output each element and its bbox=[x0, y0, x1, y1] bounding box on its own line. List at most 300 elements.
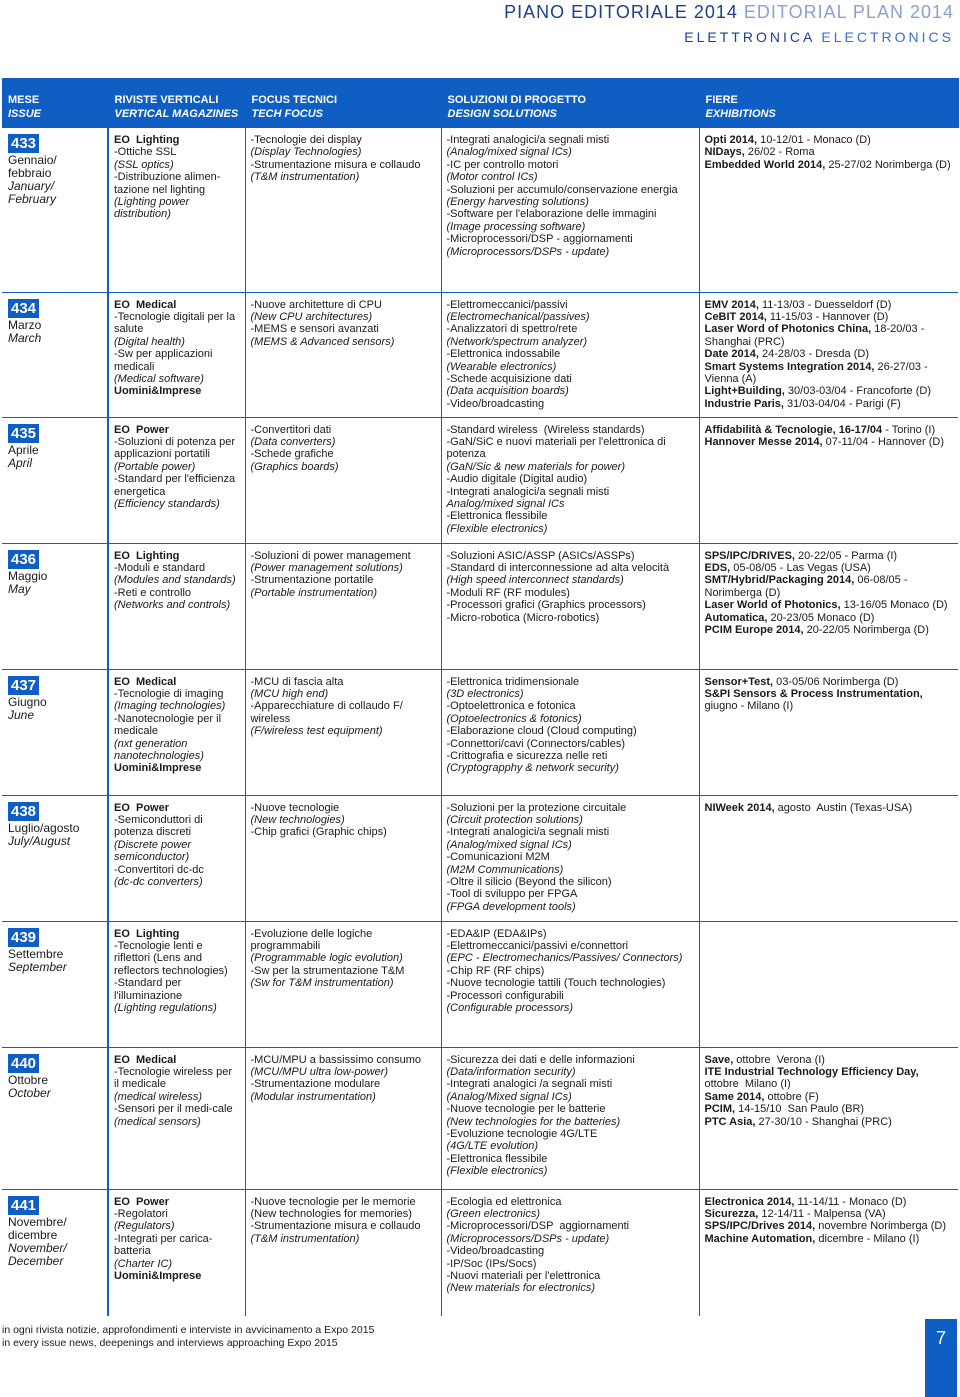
tech-focus-cell bbox=[245, 795, 441, 921]
exhibitions-cell bbox=[699, 417, 958, 543]
design-solutions-cell bbox=[441, 543, 699, 669]
tech-focus-line: -Evoluzione delle logiche programmabili bbox=[250, 927, 376, 952]
vertical-magazines-line: (Charter IC) bbox=[114, 1257, 173, 1270]
tech-focus-line: (Sw for T&M instrumentation) bbox=[250, 977, 394, 990]
design-solutions-cell bbox=[441, 669, 699, 795]
exhibition-name: Affidabilità & Tecnologie, 16-17/04 bbox=[704, 423, 883, 436]
exhibition-entry bbox=[705, 1054, 954, 1066]
design-solutions-line: -IC per controllo motori bbox=[446, 158, 559, 171]
vertical-magazines-line: (Regulators) bbox=[114, 1220, 175, 1233]
column-header-focus bbox=[245, 78, 441, 128]
month-en: September bbox=[8, 959, 67, 974]
table-row bbox=[2, 1047, 958, 1189]
vertical-magazines-line: EO Power bbox=[114, 1195, 170, 1208]
vertical-magazines-line: -Semiconduttori di potenza discreti bbox=[114, 813, 206, 839]
design-solutions-line: -Connettori/cavi (Connectors/cables) bbox=[446, 737, 626, 750]
tech-focus-line: -Strumentazione portatile bbox=[250, 574, 374, 587]
design-solutions-line: (3D electronics) bbox=[446, 687, 524, 700]
tech-focus-cell bbox=[245, 1189, 441, 1316]
tech-focus-line: -MEMS e sensori avanzati bbox=[250, 323, 379, 336]
table-header-row bbox=[2, 78, 958, 128]
design-solutions-line: -Soluzioni ASIC/ASSP (ASICs/ASSPs) bbox=[446, 549, 635, 562]
issue-cell bbox=[2, 417, 108, 543]
exhibition-entry bbox=[705, 612, 954, 624]
exhibition-entry bbox=[705, 311, 954, 323]
exhibition-entry bbox=[705, 1208, 954, 1220]
tech-focus-cell bbox=[245, 128, 441, 292]
exhibition-name: EMV 2014, bbox=[704, 298, 759, 311]
month-en: June bbox=[8, 707, 35, 722]
design-solutions-line: -Integrati analogici/a segnali misti bbox=[446, 826, 610, 839]
exhibition-name: Smart Systems Integration 2014, bbox=[704, 360, 875, 373]
exhibition-entry bbox=[705, 398, 954, 410]
tech-focus-line: (New CPU architectures) bbox=[250, 310, 373, 323]
exhibition-entry bbox=[705, 676, 954, 688]
exhibition-details: 26-27/03 - Vienna (A) bbox=[704, 360, 931, 385]
exhibition-name: S&PI Sensors & Process Instrumentation, bbox=[704, 687, 923, 700]
vertical-magazines-cell bbox=[108, 1047, 245, 1189]
design-solutions-line: (M2M Communications) bbox=[446, 863, 564, 876]
vertical-magazines-line: EO Medical bbox=[114, 298, 177, 311]
table-body bbox=[2, 128, 958, 1316]
exhibition-details: 06-08/05 - Norimberga (D) bbox=[704, 574, 911, 599]
vertical-magazines-line: Uomini&Imprese bbox=[114, 1269, 202, 1282]
column-header-vertical bbox=[108, 78, 245, 128]
month-en: January/ February bbox=[8, 179, 57, 206]
exhibitions-cell bbox=[699, 1189, 958, 1316]
month-en: July/August bbox=[8, 833, 71, 848]
exhibition-name: Same 2014, bbox=[704, 1090, 765, 1103]
exhibition-name: NIDays, bbox=[704, 146, 745, 159]
page-subtitle bbox=[504, 29, 954, 45]
vertical-magazines-line: -Integrati per carica-batteria bbox=[114, 1232, 213, 1258]
design-solutions-line: -Software per l'elaborazione delle immagini bbox=[446, 208, 657, 221]
exhibition-entry bbox=[705, 688, 954, 713]
design-solutions-line: -GaN/SiC e nuovi materiali per l'elettronica di potenza bbox=[446, 435, 669, 461]
design-solutions-line: -Nuovi materiali per l'elettronica bbox=[446, 1269, 601, 1282]
month-it: Aprile bbox=[8, 442, 39, 457]
exhibition-details: 12-14/11 - Malpensa (VA) bbox=[758, 1207, 886, 1220]
exhibition-entry bbox=[705, 436, 954, 448]
exhibition-entry bbox=[705, 299, 954, 311]
vertical-magazines-line: (Lighting power distribution) bbox=[114, 196, 193, 221]
month-it: Luglio/agosto bbox=[8, 820, 80, 835]
issue-cell bbox=[2, 128, 108, 292]
exhibition-details: 13-16/05 Monaco (D) bbox=[840, 599, 948, 612]
exhibitions-cell bbox=[699, 543, 958, 669]
design-solutions-line: -Optoelettronica e fotonica bbox=[446, 700, 576, 713]
vertical-magazines-line: EO Medical bbox=[114, 675, 177, 688]
vertical-magazines-line: (medical wireless) bbox=[114, 1090, 203, 1103]
column-header-en: VERTICAL MAGAZINES bbox=[114, 108, 239, 120]
exhibition-name: NIWeek 2014, bbox=[704, 801, 775, 814]
vertical-magazines-line: (Lighting regulations) bbox=[114, 1001, 217, 1014]
exhibition-details: 07-11/04 - Hannover (D) bbox=[822, 435, 944, 448]
design-solutions-line: (Motor control ICs) bbox=[446, 171, 538, 184]
vertical-magazines-line: EO Power bbox=[114, 423, 170, 436]
exhibition-entry bbox=[705, 385, 954, 397]
exhibitions-cell bbox=[699, 128, 958, 292]
vertical-magazines-cell bbox=[108, 417, 245, 543]
vertical-magazines-line: -Convertitori dc-dc bbox=[114, 863, 204, 876]
tech-focus-cell bbox=[245, 921, 441, 1047]
design-solutions-line: (Network/spectrum analyzer) bbox=[446, 335, 588, 348]
exhibition-details: 05-08/05 - Las Vegas (USA) bbox=[730, 561, 871, 574]
design-solutions-line: -Elettromeccanici/passivi e/connettori bbox=[446, 939, 629, 952]
vertical-magazines-line: -Sensori per il medi-cale bbox=[114, 1103, 233, 1116]
vertical-magazines-line: (Medical software) bbox=[114, 372, 204, 385]
design-solutions-line: -Sicurezza dei dati e delle informazioni bbox=[446, 1053, 635, 1066]
month-en: March bbox=[8, 330, 42, 345]
exhibition-details: dicembre - Milano (I) bbox=[815, 1232, 920, 1245]
tech-focus-cell bbox=[245, 417, 441, 543]
footer-note-it: in ogni rivista notizie, approfondimenti e interviste in avvicinamento a Expo 2015 bbox=[2, 1324, 375, 1336]
issue-cell bbox=[2, 921, 108, 1047]
issue-cell bbox=[2, 1189, 108, 1316]
vertical-magazines-line: Uomini&Imprese bbox=[114, 385, 202, 398]
vertical-magazines-line: -Reti e controllo bbox=[114, 586, 192, 599]
exhibition-entry bbox=[705, 1116, 954, 1128]
exhibition-entry bbox=[705, 424, 954, 436]
design-solutions-line: -EDA&IP (EDA&IPs) bbox=[446, 927, 547, 940]
design-solutions-line: -Integrati analogici/a segnali misti bbox=[446, 485, 610, 498]
vertical-magazines-line: -Distribuzione alimen-tazione nel lighting bbox=[114, 171, 221, 196]
column-header-it: SOLUZIONI DI PROGETTO bbox=[447, 94, 587, 106]
exhibition-name: Date 2014, bbox=[704, 348, 759, 361]
vertical-magazines-line: (SSL optics) bbox=[114, 158, 174, 171]
tech-focus-line: (MCU high end) bbox=[250, 687, 329, 700]
design-solutions-line: -Soluzioni per accumulo/conservazione energia bbox=[446, 183, 678, 196]
issue-cell bbox=[2, 292, 108, 417]
vertical-magazines-line: (nxt generation nanotechnologies) bbox=[114, 737, 204, 762]
exhibition-details: ottobre Milano (I) bbox=[704, 1065, 922, 1091]
exhibition-details: 20-23/05 Monaco (D) bbox=[767, 611, 875, 624]
design-solutions-line: -Integrati analogici/a segnali misti bbox=[446, 134, 610, 146]
month-it: Marzo bbox=[8, 317, 42, 332]
exhibitions-cell bbox=[699, 795, 958, 921]
issue-number-badge: 433 bbox=[8, 134, 39, 153]
vertical-magazines-cell bbox=[108, 669, 245, 795]
design-solutions-line: -Analizzatori di spettro/rete bbox=[446, 323, 578, 336]
exhibition-entry bbox=[705, 624, 954, 636]
tech-focus-line: -Strumentazione modulare bbox=[250, 1078, 381, 1091]
exhibition-name: SMT/Hybrid/Packaging 2014, bbox=[704, 574, 855, 587]
design-solutions-line: (FPGA development tools) bbox=[446, 900, 576, 913]
exhibition-details: giugno - Milano (I) bbox=[704, 687, 926, 713]
vertical-magazines-cell bbox=[108, 1189, 245, 1316]
exhibition-details: 03-05/06 Norimberga (D) bbox=[773, 675, 899, 688]
design-solutions-line: -Standard wireless (Wireless standards) bbox=[446, 423, 645, 436]
month-it: Giugno bbox=[8, 694, 47, 709]
tech-focus-cell bbox=[245, 292, 441, 417]
exhibition-name: Machine Automation, bbox=[704, 1232, 816, 1245]
design-solutions-line: -Soluzioni per la protezione circuitale bbox=[446, 801, 627, 814]
column-header-en: ISSUE bbox=[8, 108, 42, 120]
column-header-solutions bbox=[441, 78, 699, 128]
table-row bbox=[2, 921, 958, 1047]
exhibition-name: Opti 2014, bbox=[704, 134, 758, 146]
tech-focus-line: -Strumentazione misura e collaudo bbox=[250, 1220, 421, 1233]
design-solutions-line: (GaN/Sic & new materials for power) bbox=[446, 460, 625, 473]
exhibition-name: PTC Asia, bbox=[704, 1115, 756, 1128]
column-header-fairs bbox=[699, 78, 958, 128]
design-solutions-line: -Video/broadcasting bbox=[446, 1245, 545, 1258]
page-number: 7 bbox=[925, 1319, 957, 1397]
tech-focus-line: -Nuove architetture di CPU bbox=[250, 298, 382, 311]
tech-focus-line: (Portable instrumentation) bbox=[250, 586, 378, 599]
vertical-magazines-line: EO Lighting bbox=[114, 927, 180, 940]
vertical-magazines-line: -Standard per l'illuminazione bbox=[114, 977, 185, 1002]
month-it: Ottobre bbox=[8, 1072, 49, 1087]
tech-focus-line: (Display Technologies) bbox=[250, 146, 362, 159]
tech-focus-line: -Apparecchiature di collaudo F/ wireless bbox=[250, 700, 406, 725]
exhibitions-cell bbox=[699, 669, 958, 795]
exhibition-entry bbox=[705, 1091, 954, 1103]
table-row bbox=[2, 417, 958, 543]
design-solutions-line: (EPC - Electromechanics/Passives/ Connectors) bbox=[446, 952, 683, 965]
exhibition-entry bbox=[705, 562, 954, 574]
vertical-magazines-cell bbox=[108, 128, 245, 292]
vertical-magazines-cell bbox=[108, 921, 245, 1047]
design-solutions-line: -Comunicazioni M2M bbox=[446, 851, 550, 864]
design-solutions-line: -Elettronica tridimensionale bbox=[446, 675, 580, 688]
exhibition-entry bbox=[705, 1066, 954, 1091]
vertical-magazines-line: (Imaging technologies) bbox=[114, 700, 226, 713]
design-solutions-line: -Integrati analogici /a segnali misti bbox=[446, 1078, 613, 1091]
column-header-en: DESIGN SOLUTIONS bbox=[447, 108, 557, 120]
tech-focus-line: -Convertitori dati bbox=[250, 423, 332, 436]
design-solutions-cell bbox=[441, 292, 699, 417]
table-row bbox=[2, 669, 958, 795]
exhibitions-cell bbox=[699, 1047, 958, 1189]
subtitle-it: ELETTRONICA bbox=[684, 29, 815, 45]
exhibition-name: Industrie Paris, bbox=[704, 397, 784, 410]
design-solutions-line: (Green electronics) bbox=[446, 1207, 541, 1220]
vertical-magazines-cell bbox=[108, 795, 245, 921]
design-solutions-line: (Flexible electronics) bbox=[446, 522, 548, 535]
subtitle-en: ELECTRONICS bbox=[821, 29, 954, 45]
design-solutions-line: -Elettronica flessibile bbox=[446, 1152, 548, 1165]
exhibition-name: PCIM, bbox=[704, 1103, 736, 1116]
tech-focus-line: (Power management solutions) bbox=[250, 561, 403, 574]
exhibition-entry bbox=[705, 1196, 954, 1208]
month-en: October bbox=[8, 1085, 51, 1100]
exhibition-details: 20-22/05 Norimberga (D) bbox=[803, 623, 929, 636]
exhibition-entry bbox=[705, 1220, 954, 1232]
exhibition-name: SPS/IPC/Drives 2014, bbox=[704, 1220, 816, 1233]
exhibition-entry bbox=[705, 361, 954, 386]
month-en: May bbox=[8, 581, 31, 596]
tech-focus-line: (T&M instrumentation) bbox=[250, 171, 360, 184]
tech-focus-line: -MCU/MPU a bassissimo consumo bbox=[250, 1053, 422, 1066]
vertical-magazines-line: EO Lighting bbox=[114, 549, 180, 562]
design-solutions-line: (Energy harvesting solutions) bbox=[446, 196, 589, 209]
design-solutions-line: (Image processing software) bbox=[446, 220, 586, 233]
tech-focus-cell bbox=[245, 543, 441, 669]
design-solutions-line: -Micro-robotica (Micro-robotics) bbox=[446, 611, 600, 624]
exhibition-entry bbox=[705, 146, 954, 158]
design-solutions-line: (Data/information security) bbox=[446, 1065, 576, 1078]
table-row bbox=[2, 543, 958, 669]
design-solutions-cell bbox=[441, 1189, 699, 1316]
design-solutions-line: -Tool di sviluppo per FPGA bbox=[446, 888, 578, 901]
design-solutions-line: -Nuove tecnologie tattili (Touch technologies) bbox=[446, 977, 666, 990]
tech-focus-line: -Nuove tecnologie bbox=[250, 801, 340, 814]
exhibition-entry bbox=[705, 159, 954, 171]
vertical-magazines-line: (Networks and controls) bbox=[114, 599, 231, 612]
tech-focus-line: -Nuove tecnologie per le memorie (New technologies for memories) bbox=[250, 1195, 419, 1220]
editorial-plan-table bbox=[2, 78, 959, 1316]
tech-focus-line: (Programmable logic evolution) bbox=[250, 952, 403, 965]
design-solutions-line: -Processori configurabili bbox=[446, 989, 564, 1002]
exhibition-details: - Torino (I) bbox=[882, 423, 936, 436]
vertical-magazines-line: (Discrete power semiconductor) bbox=[114, 838, 195, 864]
issue-number-badge: 441 bbox=[8, 1196, 39, 1215]
exhibition-details: novembre Norimberga (D) bbox=[815, 1220, 947, 1233]
vertical-magazines-line: -Standard per l'efficienza energetica bbox=[114, 473, 239, 498]
page-header bbox=[504, 0, 954, 45]
design-solutions-cell bbox=[441, 128, 699, 292]
tech-focus-cell bbox=[245, 1047, 441, 1189]
vertical-magazines-line: (Portable power) bbox=[114, 460, 196, 473]
design-solutions-line: (Data acquisition boards) bbox=[446, 385, 569, 398]
vertical-magazines-line: (Modules and standards) bbox=[114, 574, 236, 587]
exhibitions-cell bbox=[699, 921, 958, 1047]
exhibition-name: Save, bbox=[704, 1053, 734, 1066]
design-solutions-line: -Oltre il silicio (Beyond the silicon) bbox=[446, 875, 612, 888]
vertical-magazines-line: (dc-dc converters) bbox=[114, 875, 203, 888]
design-solutions-line: (New technologies for the batteries) bbox=[446, 1115, 621, 1128]
vertical-magazines-line: EO Medical bbox=[114, 1053, 177, 1066]
exhibition-entry bbox=[705, 550, 954, 562]
design-solutions-line: -Nuove tecnologie per le batterie bbox=[446, 1103, 606, 1116]
month-en: November/ December bbox=[8, 1240, 67, 1268]
design-solutions-line: -Elettronica flessibile bbox=[446, 510, 548, 523]
issue-number-badge: 440 bbox=[8, 1054, 39, 1073]
title-it: PIANO EDITORIALE 2014 bbox=[504, 2, 738, 22]
tech-focus-line: (MEMS & Advanced sensors) bbox=[250, 335, 395, 348]
issue-number-badge: 438 bbox=[8, 802, 39, 821]
design-solutions-line: (Circuit protection solutions) bbox=[446, 813, 583, 826]
exhibition-entry bbox=[705, 599, 954, 611]
exhibition-name: Embedded World 2014, bbox=[704, 158, 826, 171]
design-solutions-line: -Ecologia ed elettronica bbox=[446, 1195, 562, 1208]
design-solutions-line: (Cryptograpphy & network security) bbox=[446, 762, 619, 775]
vertical-magazines-line: EO Lighting bbox=[114, 134, 180, 146]
vertical-magazines-line: -Ottiche SSL bbox=[114, 146, 177, 159]
exhibition-name: Sicurezza, bbox=[704, 1207, 759, 1220]
exhibition-name: Laser Word of Photonics China, bbox=[704, 323, 872, 336]
exhibition-name: ITE Industrial Technology Efficiency Day, bbox=[704, 1065, 919, 1078]
exhibition-name: CeBIT 2014, bbox=[704, 310, 767, 323]
issue-cell bbox=[2, 795, 108, 921]
design-solutions-line: -Elaborazione cloud (Cloud computing) bbox=[446, 725, 637, 738]
design-solutions-cell bbox=[441, 1047, 699, 1189]
design-solutions-line: -Schede acquisizione dati bbox=[446, 372, 572, 385]
month-it: Novembre/ dicembre bbox=[8, 1214, 67, 1242]
table-row bbox=[2, 292, 958, 417]
design-solutions-line: (Wearable electronics) bbox=[446, 360, 557, 373]
vertical-magazines-line: -Sw per applicazioni medicali bbox=[114, 348, 216, 373]
exhibition-name: Sensor+Test, bbox=[704, 675, 774, 688]
tech-focus-line: (T&M instrumentation) bbox=[250, 1232, 360, 1245]
design-solutions-line: -Moduli RF (RF modules) bbox=[446, 586, 570, 599]
column-header-it: FIERE bbox=[705, 94, 738, 106]
tech-focus-line: -Tecnologie dei display bbox=[250, 134, 362, 146]
tech-focus-line: (New technologies) bbox=[250, 813, 345, 826]
title-en: EDITORIAL PLAN 2014 bbox=[743, 2, 954, 22]
issue-number-badge: 439 bbox=[8, 928, 39, 947]
design-solutions-line: -Standard di interconnessione ad alta velocità bbox=[446, 561, 670, 574]
exhibition-details: agosto Austin (Texas-USA) bbox=[774, 801, 913, 814]
tech-focus-line: (MCU/MPU ultra low-power) bbox=[250, 1065, 389, 1078]
exhibition-details: 14-15/10 San Paulo (BR) bbox=[735, 1103, 865, 1116]
design-solutions-line: -Elettronica indossabile bbox=[446, 348, 561, 361]
exhibition-details: ottobre (F) bbox=[764, 1090, 819, 1103]
month-it: Maggio bbox=[8, 568, 48, 583]
tech-focus-line: (Modular instrumentation) bbox=[250, 1090, 376, 1103]
design-solutions-line: (New materials for electronics) bbox=[446, 1282, 596, 1295]
exhibition-name: EDS, bbox=[704, 561, 731, 574]
exhibition-details: 20-22/05 - Parma (I) bbox=[794, 549, 898, 562]
vertical-magazines-line: EO Power bbox=[114, 801, 170, 814]
issue-number-badge: 436 bbox=[8, 550, 39, 569]
exhibition-name: Electronica 2014, bbox=[704, 1195, 795, 1208]
exhibition-name: Automatica, bbox=[704, 611, 768, 624]
issue-number-badge: 437 bbox=[8, 676, 39, 695]
design-solutions-line: -IP/Soc (IPs/Socs) bbox=[446, 1257, 537, 1270]
tech-focus-line: (Graphics boards) bbox=[250, 460, 339, 473]
design-solutions-line: -Crittografia e sicurezza nelle reti bbox=[446, 749, 608, 762]
footer-note-en: in every issue news, deepenings and interviews approaching Expo 2015 bbox=[2, 1336, 338, 1349]
exhibition-details: 31/03-04/04 - Parigi (F) bbox=[783, 397, 901, 410]
vertical-magazines-line: -Tecnologie wireless per il medicale bbox=[114, 1065, 236, 1091]
design-solutions-cell bbox=[441, 795, 699, 921]
design-solutions-line: -Video/broadcasting bbox=[446, 397, 545, 410]
design-solutions-cell bbox=[441, 417, 699, 543]
exhibition-entry bbox=[705, 134, 954, 146]
design-solutions-line: (Electromechanical/passives) bbox=[446, 310, 590, 323]
exhibition-details: 11-13/03 - Duesseldorf (D) bbox=[758, 298, 892, 311]
exhibition-name: PCIM Europe 2014, bbox=[704, 623, 804, 636]
month-en: April bbox=[8, 455, 33, 470]
vertical-magazines-line: -Tecnologie lenti e riflettori (Lens and reflectors technologies) bbox=[114, 939, 228, 977]
exhibition-details: ottobre Verona (I) bbox=[733, 1053, 825, 1066]
tech-focus-line: -Soluzioni di power management bbox=[250, 549, 411, 562]
design-solutions-line: -Elettromeccanici/passivi bbox=[446, 298, 568, 311]
vertical-magazines-line: -Soluzioni di potenza per applicazioni portatili bbox=[114, 435, 239, 461]
tech-focus-cell bbox=[245, 669, 441, 795]
exhibition-name: Laser World of Photonics, bbox=[704, 599, 841, 612]
vertical-magazines-line: -Regolatori bbox=[114, 1207, 168, 1220]
design-solutions-line: -Chip RF (RF chips) bbox=[446, 964, 545, 977]
issue-number-badge: 434 bbox=[8, 299, 39, 318]
exhibition-name: Light+Building, bbox=[704, 385, 785, 398]
exhibition-details: 27-30/10 - Shanghai (PRC) bbox=[755, 1115, 892, 1128]
vertical-magazines-line: -Tecnologie di imaging bbox=[114, 687, 224, 700]
tech-focus-line: -Strumentazione misura e collaudo bbox=[250, 158, 421, 171]
issue-cell bbox=[2, 1047, 108, 1189]
month-it: Settembre bbox=[8, 946, 64, 961]
exhibition-details: 11-15/03 - Hannover (D) bbox=[766, 310, 889, 323]
design-solutions-line: (Configurable processors) bbox=[446, 1001, 574, 1014]
table-row bbox=[2, 128, 958, 292]
vertical-magazines-line: -Moduli e standard bbox=[114, 561, 206, 574]
exhibition-entry bbox=[705, 1233, 954, 1245]
design-solutions-line: Analog/mixed signal ICs bbox=[446, 497, 565, 510]
design-solutions-line: (Analog/Mixed signal ICs) bbox=[446, 1090, 572, 1103]
vertical-magazines-cell bbox=[108, 292, 245, 417]
